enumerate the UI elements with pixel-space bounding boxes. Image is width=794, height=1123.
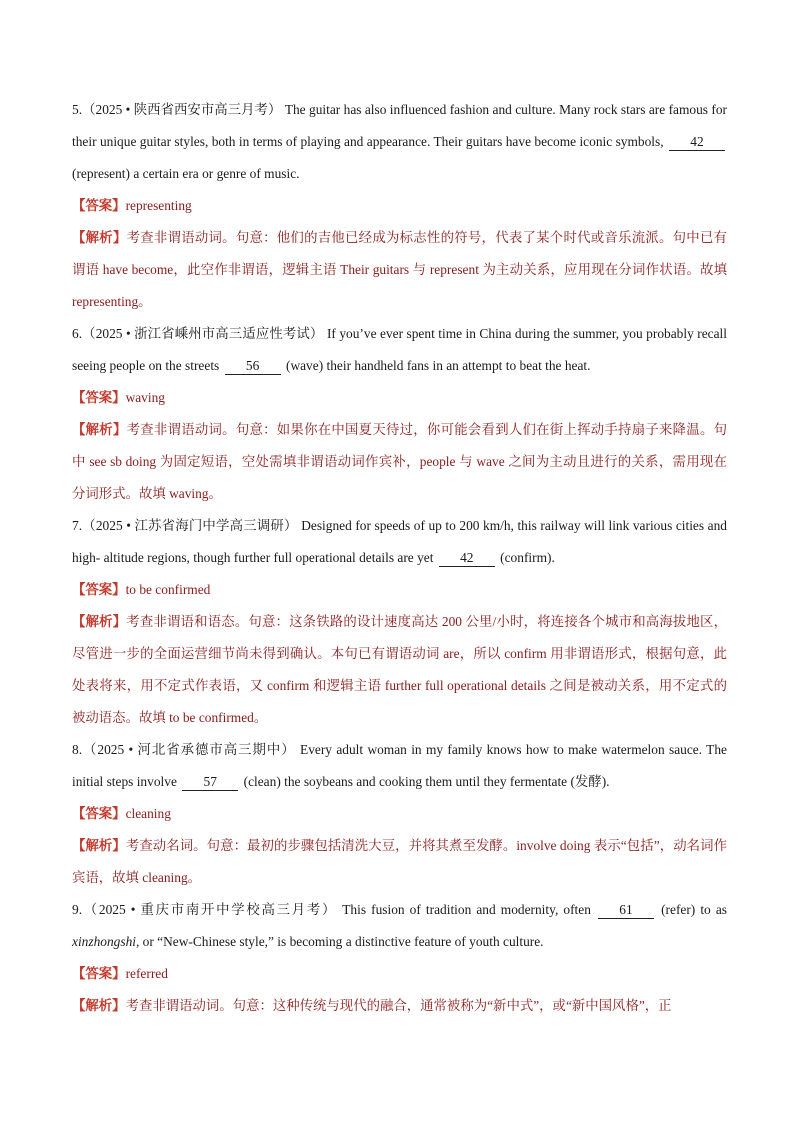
analysis-label: 【解析】: [72, 998, 126, 1013]
answer-text: to be confirmed: [125, 582, 211, 597]
answer-blank: 57: [182, 774, 238, 791]
question-text: (wave) their handheld fans in an attempt to beat the heat.: [285, 358, 591, 373]
italic-term: xinzhongshi: [72, 934, 136, 949]
question-text: (clean) the soybeans and cooking them until they fermentate (发酵).: [243, 774, 610, 789]
question-8: [72, 734, 727, 798]
question-number: 9.: [72, 902, 83, 917]
analysis-text: 考查非谓语动词。句意：他们的吉他已经成为标志性的符号，代表了某个时代或音乐流派。句中已有谓语 have become，此空作非谓语，逻辑主语 Their guitars 与 represent 为主动关系，应用现在分词作状语。故填 representing。: [72, 230, 728, 309]
question-text: If you’ve ever spent time in China during the summer, you probably recall seeing people on the streets: [72, 326, 727, 373]
analysis-text: 考查动名词。句意：最初的步骤包括清洗大豆，并将其煮至发酵。involve doing 表示“包括”，动名词作宾语，故填 cleaning。: [72, 838, 727, 885]
question-source: （2025 • 江苏省海门中学高三调研）: [82, 518, 298, 533]
question-6: [72, 318, 727, 382]
answer-blank: 42: [669, 134, 725, 151]
question-number: 5.: [72, 102, 83, 117]
answer-text: representing: [125, 198, 192, 213]
answer-text: waving: [125, 390, 165, 405]
analysis-7: [72, 606, 727, 734]
analysis-5: [72, 222, 727, 318]
question-9: [72, 894, 727, 958]
answer-blank: 42: [439, 550, 495, 567]
question-text: , or “New-Chinese style,” is becoming a distinctive feature of youth culture.: [135, 934, 544, 949]
question-number: 7.: [72, 518, 83, 533]
answer-label: 【答案】: [72, 582, 126, 597]
analysis-text: 考查非谓语和语态。句意：这条铁路的设计速度高达 200 公里/小时，将连接各个城市和高海拔地区，尽管进一步的全面运营细节尚未得到确认。本句已有谓语动词 are，所以 confirm 用非谓语形式，根据句意，此处表将来，用不定式作表语，又 confirm 和逻辑主语 further full operational details 之间是被动关系，用不定式的被动语态。故填 to be confirmed。: [72, 614, 728, 725]
answer-line-5: [72, 190, 727, 222]
analysis-text: 考查非谓语动词。句意：如果你在中国夏天待过，你可能会看到人们在街上挥动手持扇子来降温。句中 see sb doing 为固定短语，空处需填非谓语动词作宾补，people 与 wave 之间为主动且进行的关系，需用现在分词形式。故填 waving。: [72, 422, 728, 501]
question-text: (confirm).: [500, 550, 555, 565]
question-number: 6.: [72, 326, 83, 341]
answer-label: 【答案】: [72, 198, 126, 213]
answer-line-6: [72, 382, 727, 414]
analysis-8: [72, 830, 727, 894]
analysis-label: 【解析】: [72, 230, 127, 245]
analysis-label: 【解析】: [72, 614, 127, 629]
analysis-9: [72, 990, 727, 1022]
answer-label: 【答案】: [72, 806, 126, 821]
question-text: (represent) a certain era or genre of music.: [72, 166, 300, 181]
question-source: （2025 • 河北省承德市高三期中）: [82, 742, 296, 757]
question-7: [72, 510, 727, 574]
answer-line-9: [72, 958, 727, 990]
question-text: Designed for speeds of up to 200 km/h, this railway will link various cities and high- altitude regions, though further full operational details are yet: [72, 518, 727, 565]
answer-blank: 61: [598, 902, 654, 919]
answer-text: cleaning: [125, 806, 171, 821]
document-page: [72, 94, 727, 1022]
question-5: [72, 94, 727, 190]
answer-text: referred: [125, 966, 168, 981]
analysis-text: 考查非谓语动词。句意：这种传统与现代的融合，通常被称为“新中式”，或“新中国风格”，正: [125, 998, 672, 1013]
question-text: (refer) to as: [661, 902, 727, 917]
analysis-label: 【解析】: [72, 838, 126, 853]
question-text: The guitar has also influenced fashion and culture. Many rock stars are famous for their unique guitar styles, both in terms of playing and appearance. Their guitars have become iconic symbols,: [72, 102, 727, 149]
answer-label: 【答案】: [72, 966, 126, 981]
question-text: This fusion of tradition and modernity, often: [342, 902, 591, 917]
question-source: （2025 • 重庆市南开中学校高三月考）: [82, 902, 338, 917]
analysis-6: [72, 414, 727, 510]
answer-line-7: [72, 574, 727, 606]
analysis-label: 【解析】: [72, 422, 127, 437]
question-source: （2025 • 浙江省嵊州市高三适应性考试）: [82, 326, 324, 341]
answer-blank: 56: [225, 358, 281, 375]
answer-label: 【答案】: [72, 390, 126, 405]
question-text: Every adult woman in my family knows how to make watermelon sauce. The initial steps involve: [72, 742, 727, 789]
answer-line-8: [72, 798, 727, 830]
question-number: 8.: [72, 742, 83, 757]
question-source: （2025 • 陕西省西安市高三月考）: [82, 102, 282, 117]
